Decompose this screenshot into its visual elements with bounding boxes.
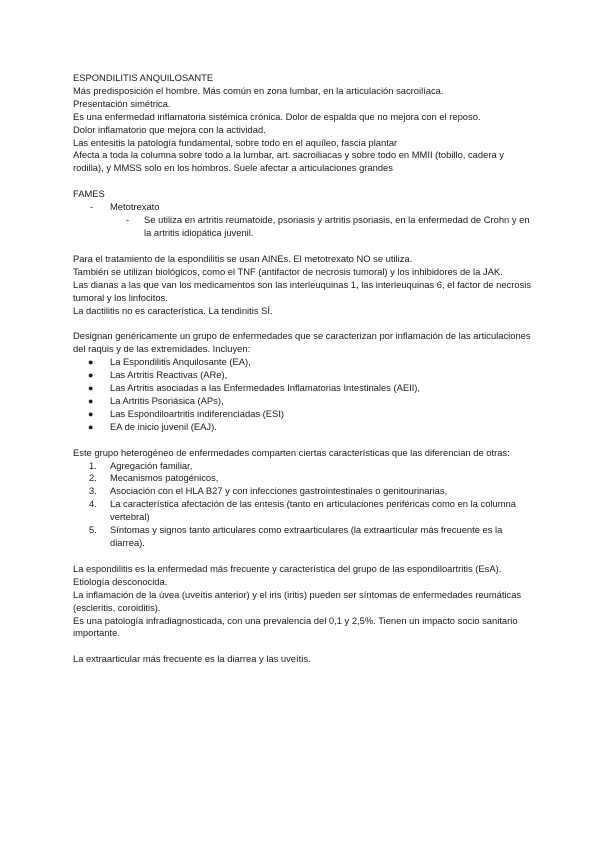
intro-line: Afecta a toda la columna sobre todo a la lumbar, art. sacroiliacas y sobre todo en MMII (tobillo, cadera y rodilla), y MMSS solo en los hombros. Suele afectar a articulaciones grandes: [73, 149, 504, 174]
list-item: [73, 395, 535, 408]
dash-marker: -: [126, 214, 130, 226]
bullet-icon: ●: [88, 383, 94, 394]
numbered-item-text: La característica afectación de las entesis (tanto en articulaciones periféricas como en la columna vertebral): [110, 498, 516, 523]
fames-item-label: Metotrexato: [110, 201, 160, 213]
treatment-line: La dactilitis no es característica. La tendinitis SÍ.: [73, 304, 273, 316]
intro-line: Las entesitis la patología fundamental, sobre todo en el aquíleo, fascia plantar: [73, 136, 398, 148]
numbered-item: [73, 460, 535, 473]
group-definition: Designan genéricamente un grupo de enfermedades que se caracterizan por inflamación de las articulaciones del raquis y de las extremidades. Incluyen:: [73, 330, 531, 355]
closing-line: La extraarticular más frecuente es la diarrea y las uveítis.: [73, 653, 311, 665]
document-body: [73, 72, 535, 666]
numbered-item-text: Mecanismos patogénicos,: [110, 472, 219, 484]
treatment-line: Para el tratamiento de la espondilitis se usan AINEs. El metotrexato NO se utiliza.: [73, 252, 413, 264]
numbered-item-text: Síntomas y signos tanto articulares como extraarticulares (la extraarticular más frecuente es la diarrea).: [110, 524, 503, 548]
list-item-text: Las Espondiloartritis indiferenciadas (ESI): [110, 407, 285, 419]
bullet-icon: ●: [88, 408, 94, 419]
treatment-line: Las dianas a las que van los medicamentos son las interleuquinas 1, las interleuquinas 6, el factor de necrosis tumoral y los linfocitos.: [73, 278, 532, 303]
list-item-text: La Espondilitis Anquilosante (EA),: [110, 356, 251, 368]
list-item-text: Las Artritis Reactivas (ARe),: [110, 369, 228, 381]
list-item: [73, 408, 535, 421]
summary-line: La inflamación de la úvea (uveítis anterior) y el iris (iritis) pueden ser síntomas de enfermedades reumáticas (escleritis, coroiditis).: [73, 588, 522, 613]
item-number: 4.: [89, 498, 97, 510]
fames-list-item: [73, 201, 535, 214]
list-item-text: EA de inicio juvenil (EAJ).: [110, 420, 217, 432]
list-item: [73, 421, 535, 434]
fames-heading: FAMES: [73, 188, 105, 200]
intro-line: Dolor inflamatorio que mejora con la actividad.: [73, 123, 266, 135]
numbered-item-text: Agregación familiar,: [110, 459, 193, 471]
item-number: 5.: [89, 524, 97, 536]
list-item: [73, 356, 535, 369]
numbered-item: [73, 524, 535, 550]
intro-line: Más predisposición el hombre. Más común en zona lumbar, en la articulación sacroilíaca.: [73, 84, 444, 96]
numbered-item: [73, 472, 535, 485]
characteristics-intro: Este grupo heterogéneo de enfermedades comparten ciertas características que las diferencian de otras:: [73, 446, 510, 458]
document-title: ESPONDILITIS ANQUILOSANTE: [73, 72, 214, 83]
list-item: [73, 382, 535, 395]
bullet-icon: ●: [88, 357, 94, 368]
intro-line: Es una enfermedad inflamatoria sistémica crónica. Dolor de espalda que no mejora con el reposo.: [73, 110, 481, 122]
list-item-text: La Artritis Psoriásica (APs),: [110, 394, 224, 406]
summary-line: Es una patología infradiagnosticada, con una prevalencia del 0,1 y 2,5%. Tienen un impacto socio sanitario importante.: [73, 614, 518, 639]
item-number: 3.: [89, 485, 97, 497]
numbered-item-text: Asociación con el HLA B27 y con infecciones gastrointestinales o genitourinarias,: [110, 485, 448, 497]
item-number: 2.: [89, 472, 97, 484]
list-item: [73, 369, 535, 382]
bullet-icon: ●: [88, 395, 94, 406]
list-item-text: Las Artritis asociadas a las Enfermedades Inflamatorias Intestinales (AEII),: [110, 382, 421, 394]
item-number: 1.: [89, 459, 97, 471]
intro-line: Presentación simétrica.: [73, 97, 171, 109]
bullet-icon: ●: [88, 370, 94, 381]
summary-line: La espondilitis es la enfermedad más frecuente y característica del grupo de las espondiloartritis (EsA). Etiología desconocida.: [73, 562, 502, 587]
numbered-item: [73, 498, 535, 524]
numbered-item: [73, 485, 535, 498]
fames-sub-text: Se utiliza en artritis reumatoide, psoriasis y artritis psoriasis, en la enfermedad de Crohn y en la artritis idiopática juvenil.: [144, 214, 530, 238]
treatment-line: También se utilizan biológicos, como el TNF (antifactor de necrosis tumoral) y los inhibidores de la JAK.: [73, 265, 503, 277]
bullet-icon: ●: [88, 421, 94, 432]
fames-sub-item: [73, 214, 535, 240]
dash-marker: -: [90, 201, 94, 213]
